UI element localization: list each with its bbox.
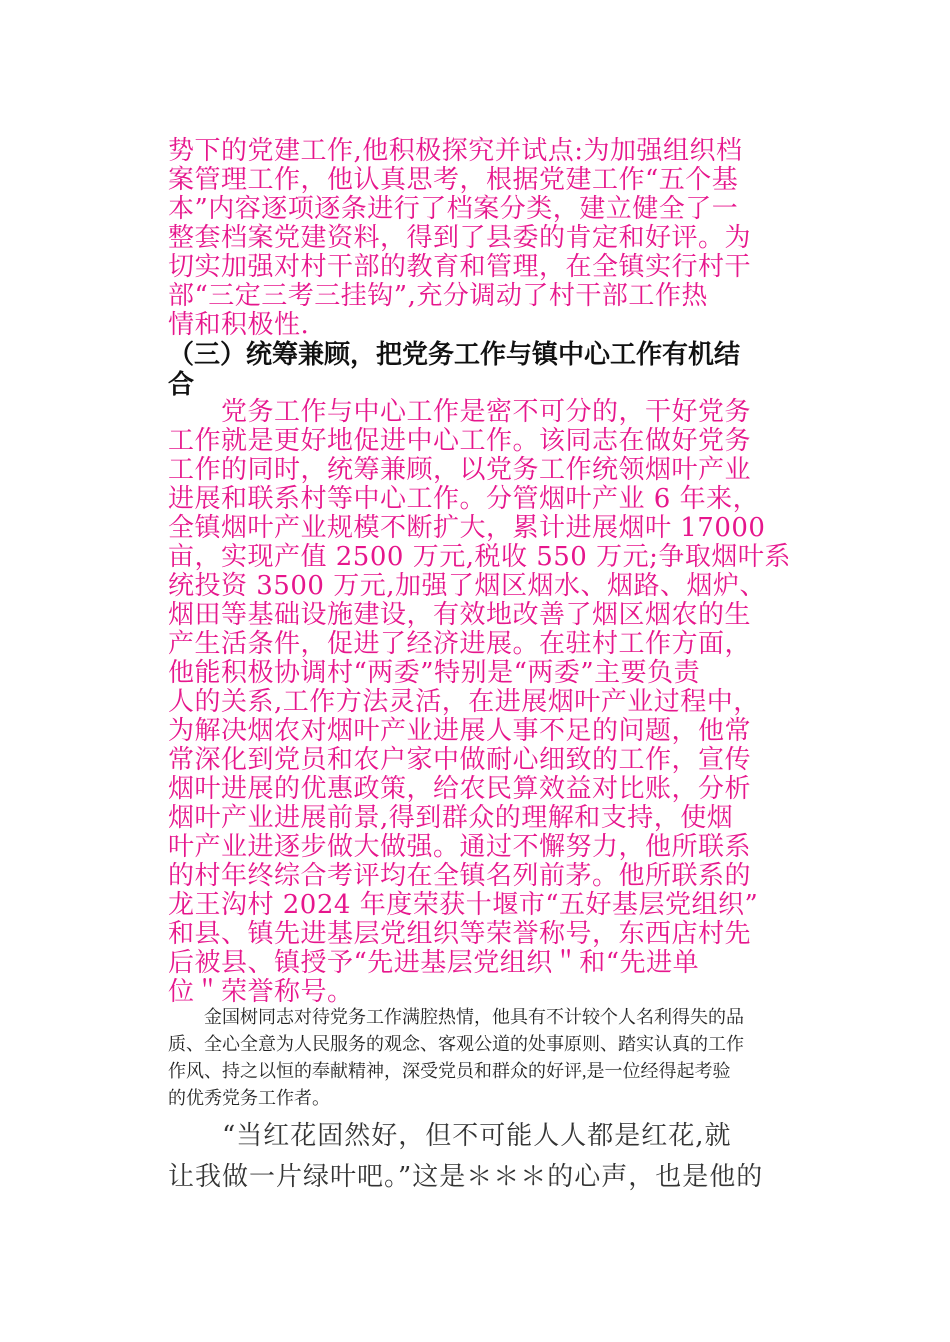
text-line: 让我做一片绿叶吧。”这是＊＊＊的心声，也是他的 <box>168 1162 764 1192</box>
text-line: 切实加强对村干部的教育和管理，在全镇实行村干 <box>168 252 752 282</box>
text-line: 情和积极性. <box>168 310 310 340</box>
text-line: 位＂荣誉称号。 <box>168 977 354 1007</box>
text-line: 作风、持之以恒的奉献精神，深受党员和群众的好评,是一位经得起考验 <box>168 1061 731 1081</box>
heading-line: （三）统筹兼顾，把党务工作与镇中心工作有机结 <box>168 340 741 370</box>
text-line: 烟叶进展的优惠政策，给农民算效益对比账，分析 <box>168 774 752 804</box>
section-heading <box>168 340 793 400</box>
text-line: 他能积极协调村“两委”特别是“两委”主要负责 <box>168 658 701 688</box>
text-line: 工作就是更好地促进中心工作。该同志在做好党务 <box>168 426 752 456</box>
text-line: 后被县、镇授予“先进基层党组织＂和“先进单 <box>168 948 700 978</box>
text-line: 产生活条件，促进了经济进展。在驻村工作方面， <box>168 629 752 659</box>
text-line: 常深化到党员和农户家中做耐心细致的工作，宣传 <box>168 745 752 775</box>
text-line: 的优秀党务工作者。 <box>168 1088 330 1108</box>
paragraph-party-archives <box>168 137 793 340</box>
text-line: 亩，实现产值 2500 万元,税收 550 万元;争取烟叶系 <box>168 542 791 572</box>
text-line: 统投资 3500 万元,加强了烟区烟水、烟路、烟炉、 <box>168 571 766 601</box>
paragraph-quote <box>168 1116 793 1198</box>
text-line: 全镇烟叶产业规模不断扩大，累计进展烟叶 17000 <box>168 513 766 543</box>
paragraph-central-work <box>168 398 793 1007</box>
text-line: 烟田等基础设施建设，有效地改善了烟区烟农的生 <box>168 600 752 630</box>
text-line: 进展和联系村等中心工作。分管烟叶产业 6 年来， <box>168 484 760 514</box>
text-line: 和县、镇先进基层党组织等荣誉称号，东西店村先 <box>168 919 752 949</box>
heading-line: 合 <box>168 370 195 400</box>
text-line: 叶产业进逐步做大做强。通过不懈努力，他所联系 <box>168 832 752 862</box>
text-line: 金国树同志对待党务工作满腔热情，他具有不计较个人名利得失的品 <box>168 1007 744 1027</box>
text-line: 整套档案党建资料，得到了县委的肯定和好评。为 <box>168 223 752 253</box>
text-line: 部“三定三考三挂钩”,充分调动了村干部工作热 <box>168 281 708 311</box>
text-line: 势下的党建工作,他积极探究并试点:为加强组织档 <box>168 136 743 166</box>
paragraph-summary <box>168 1004 793 1112</box>
text-line: 党务工作与中心工作是密不可分的，干好党务 <box>168 397 752 427</box>
text-line: 为解决烟农对烟叶产业进展人事不足的问题，他常 <box>168 716 752 746</box>
text-line: 本”内容逐项逐条进行了档案分类，建立健全了一 <box>168 194 739 224</box>
text-line: 案管理工作，他认真思考，根据党建工作“五个基 <box>168 165 739 195</box>
text-line: 的村年终综合考评均在全镇名列前茅。他所联系的 <box>168 861 752 891</box>
text-line: “当红花固然好，但不可能人人都是红花,就 <box>168 1121 732 1151</box>
text-line: 质、全心全意为人民服务的观念、客观公道的处事原则、踏实认真的工作 <box>168 1034 744 1054</box>
text-line: 烟叶产业进展前景,得到群众的理解和支持，使烟 <box>168 803 734 833</box>
text-line: 人的关系,工作方法灵活，在进展烟叶产业过程中， <box>168 687 760 717</box>
text-line: 工作的同时，统筹兼顾，以党务工作统领烟叶产业 <box>168 455 752 485</box>
text-line: 龙王沟村 2024 年度荣获十堰市“五好基层党组织” <box>168 890 759 920</box>
